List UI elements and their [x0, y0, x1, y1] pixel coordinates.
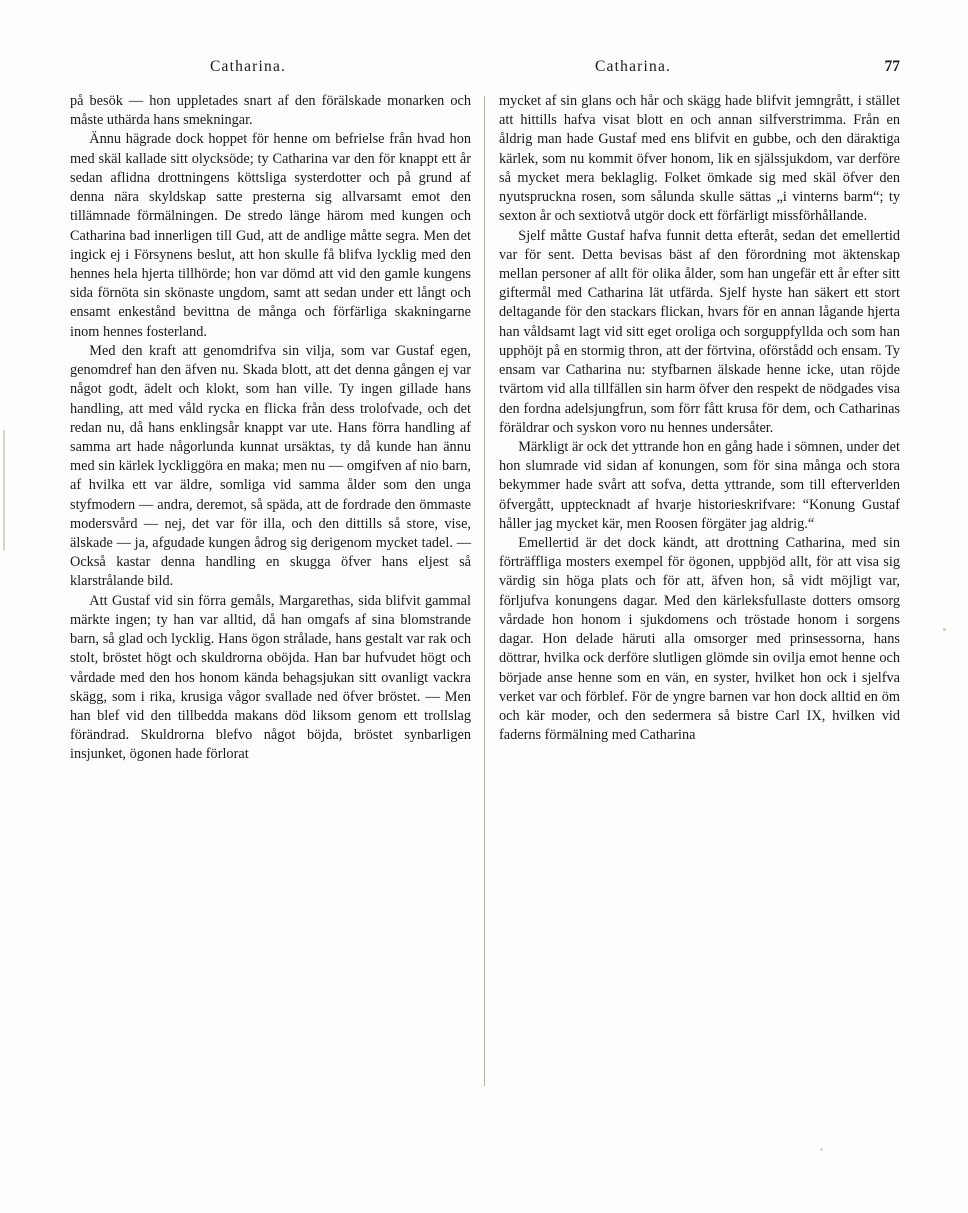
paragraph: Emellertid är det dock kändt, att drottning Catharina, med sin förträffliga mosters exempel för ögonen, uppbjöd allt, för att visa sig värdig sin höga plats och för att, äfven hon, så vidt möjligt var, förljufva konungens dagar. Med den kärleksfullaste dotters omsorg vårdade hon honom i sjukdomens och tröstade honom i sorgens dagar. Hon delade häruti alla omsorger med prinsessorna, hans döttrar, hvilka ock derföre slutligen glömde sin ovilja emot henne och började anse henne som en vän, en syster, hvilket hon ock i sjelfva verket var och förblef. För de yngre barnen var hon dock alltid en öm och kär moder, och den sedermera så bistre Carl IX, hvilken vid faderns förmälning med Catharina: [499, 535, 900, 744]
running-head-center: Catharina.: [595, 58, 672, 75]
page-header: [70, 58, 900, 82]
right-column: [499, 92, 900, 765]
paragraph: mycket af sin glans och hår och skägg hade blifvit jemngrått, i stället att hittills hafva visat blott en och annan silfverstrimma. Från en åldrig man hade Gustaf med ens blifvit en gubbe, och den däraktiga kärlek, som nu kommit öfver honom, lik en själssjukdom, var derföre så mycket mera beklaglig. Folket ömkade sig med skäl öfver den nyutspruckna rosen, som sålunda skulle sättas „i vinterns barm“; ty sexton år och sextiotvå utgör dock ett förfärligt missförhållande.: [499, 93, 900, 225]
page-speck-bottom: [820, 1148, 823, 1151]
page-number: 77: [884, 58, 900, 75]
body-columns: [70, 92, 900, 765]
paragraph: Ännu hägrade dock hoppet för henne om befrielse från hvad hon med skäl kallade sitt olycksöde; ty Catharina var den för knappt ett år sedan aflidna drottningens köttsliga systerdotter och på grund af denna nära skyldskap satte presterna sig allvarsamt emot den tillämnade förmälningen. De stredo länge härom med kungen och Catharina bad innerligen till Gud, att de andlige måtte segra. Men det ingick ej i Försynens beslut, att hon skulle få blifva lycklig med den hennes hela hjerta tillhörde; hon var dömd att vid den gamle kungens sida förnöta sin skönaste ungdom, samt att sedan under ett långt och ensamt enkestånd bevittna de många och förfärliga skakningarne inom hennes fosterland.: [70, 131, 471, 340]
paragraph: på besök — hon uppletades snart af den förälskade monarken och måste uthärda hans smekningar.: [70, 93, 471, 129]
left-column: [70, 92, 471, 765]
running-head-left: Catharina.: [210, 58, 287, 75]
page-edge-mark: [3, 430, 5, 550]
paragraph: Märkligt är ock det yttrande hon en gång hade i sömnen, under det hon slumrade vid sidan af konungen, som för sina många och stora bekymmer hade svårt att sofva, detta yttrande, som till efterverlden öfvergått, upptecknadt af hvarje historieskrifvare: “Konung Gustaf håller jag mycket kär, men Roosen förgäter jag aldrig.“: [499, 438, 900, 532]
paragraph: Med den kraft att genomdrifva sin vilja, som var Gustaf egen, genomdref han den äfven nu. Skada blott, att det denna gången ej var något godt, ädelt och klokt, som han ville. Ty ingen gillade hans handling, att med våld rycka en flicka från dess trolofvade, och det redan nu, då hans enklingsår knappt var ute. Hans förra handling af samma art hade någorlunda kunnat ursäktas, ty då kunde han ännu med sin kärlek lyckliggöra en maka; men nu — omgifven af nio barn, af hvilka ett var äldre, somliga vid samma ålder som den unga styfmodern — andra, deremot, så späda, att de fordrade den ömmaste modersvård — nej, det var för illa, och den dittills så store, vise, älskade — ja, afgudade kungen ådrog sig derigenom mycket tadel. — Också kastar denna handling en skugga öfver hans eljest så klarstrålande bild.: [70, 342, 471, 590]
paragraph: Att Gustaf vid sin förra gemåls, Margarethas, sida blifvit gammal märkte ingen; ty han var alltid, då han omgafs af sina blomstrande barn, så glad och lycklig. Hans ögon strålade, hans gestalt var rak och stolt, bröstet högt och skuldrorna oböjda. Han bar hufvudet högt och vårdade med den hos honom kända behagsjukan sitt ovanligt vackra skägg, som i rika, krusiga vågor svallade ned öfver bröstet. — Men han blef vid den tillbedda makans död liksom genom ett trollslag förändrad. Skuldrorna blefvo något böjda, bröstet synbarligen insjunket, ögonen hade förlorat: [70, 592, 471, 763]
paragraph: Sjelf måtte Gustaf hafva funnit detta efteråt, sedan det emellertid var för sent. Detta bevisas bäst af den förordning mot äktenskap mellan personer af allt för olika ålder, som han ungefär ett år efter sitt giftermål med Catharina lät utfärda. Sjelf hyste han säkert ett stort deltagande för den stackars flickan, hvars för en annan lågande hjerta han våldsamt lagt vid sitt eget oroliga och sorguppfyllda och som han upphöjt på en stormig thron, att der förtvina, oförstådd och ensam. Ty ensam var Catharina nu: styfbarnen älskade henne icke, utan röjde tvärtom vid alla tillfällen sin harm öfver den respekt de nödgades visa den fordna adelsjungfrun, som förr fått krusa för dem, och Catharinas föräldrar och syskon voro nu hennes undersåter.: [499, 227, 900, 436]
page-speck: [943, 628, 946, 631]
